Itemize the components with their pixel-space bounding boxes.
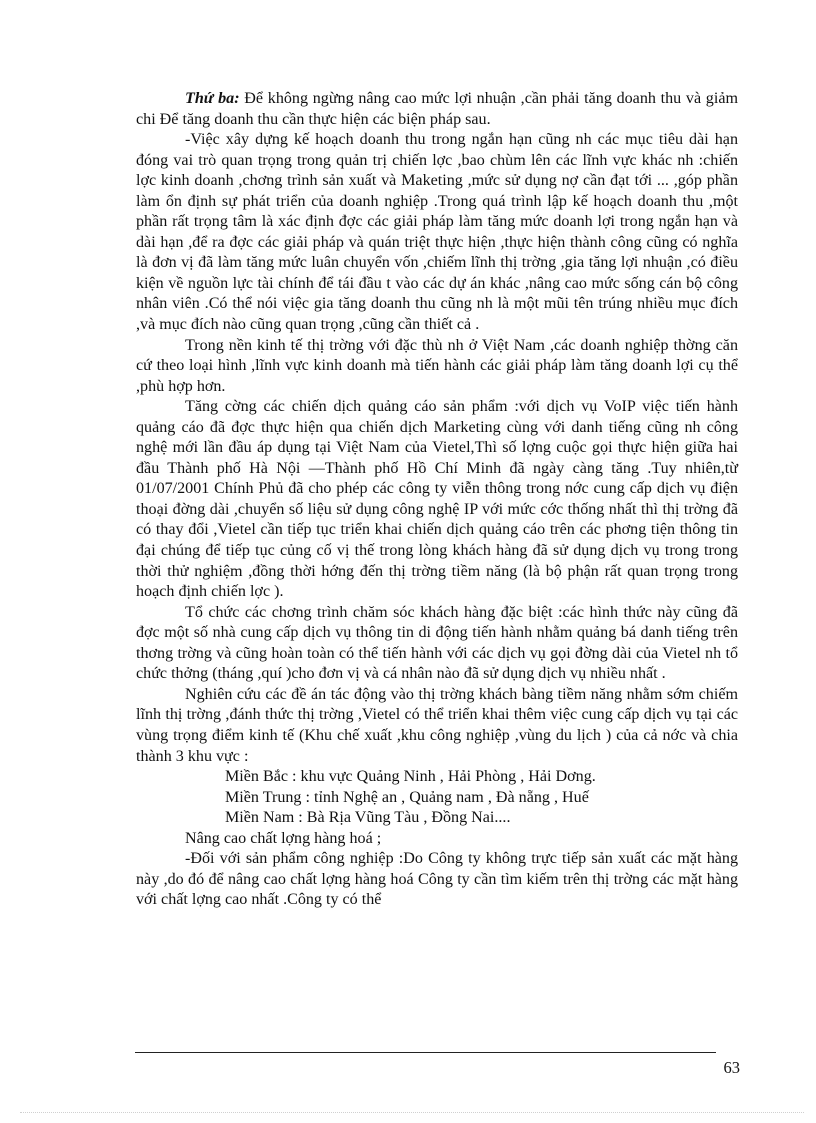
- region-item-north: Miền Bắc : khu vực Quảng Ninh , Hải Phòng , Hải Dơng.: [225, 768, 596, 786]
- paragraph-lead-in: Thứ ba:: [185, 90, 240, 107]
- region-item-central: Miền Trung : tỉnh Nghệ an , Quảng nam , Đà nẵng , Huế: [225, 788, 589, 806]
- paragraph-text: Nâng cao chất lợng hàng hoá ;: [185, 829, 382, 847]
- paragraph-text: Tổ chức các chơng trình chăm sóc khách hàng đặc biệt :các hình thức này cũng đã đợc một số nhà cung cấp dịch vụ thông tin di động tiến hành nhằm quảng bá danh tiếng trên thơng trờng và cũng hoàn toàn có thể tiến hành với các dịch vụ gọi đờng dài của Vietel nh tổ chức thởng (tháng ,quí )cho đơn vị và cá nhân nào đã sử dụng dịch vụ nhiều nhất .: [136, 603, 738, 683]
- paragraph-text: -Đối với sản phẩm công nghiệp :Do Công ty không trực tiếp sản xuất các mặt hàng này ,do đó để nâng cao chất lợng hàng hoá Công ty cần tìm kiếm trên thị trờng các mặt hàng với chất lợng cao nhất .Công ty có thể: [136, 850, 738, 909]
- paragraph-advertising: [136, 397, 738, 602]
- paragraph-market-research: [136, 685, 738, 767]
- paragraph-thu-ba: [136, 89, 738, 130]
- paragraph-text: Tăng cờng các chiến dịch quảng cáo sản phẩm :với dịch vụ VoIP việc tiến hành quảng cáo đã đợc thực hiện qua chiến dịch Marketing cùng với danh tiếng cũng nh công nghệ mới lần đầu áp dụng tại Việt Nam của Vietel,Thì số lợng cuộc gọi thực hiện giữa hai đầu Thành phố Hà Nội —Thành phố Hồ Chí Minh đã ngày càng tăng .Tuy nhiên,từ 01/07/2001 Chính Phủ đã cho phép các công ty viễn thông trong nớc cung cấp dịch vụ điện thoại đờng dài ,chuyển số liệu sử dụng công nghệ IP với mức cớc thống nhất thì thị trờng đã có thay đổi ,Vietel cần tiếp tục triển khai chiến dịch quảng cáo trên các phơng tiện thông tin đại chúng để tiếp tục củng cố vị thế trong lòng khách hàng đã sử dụng dịch vụ trong trong thời thử nghiệm ,đồng thời hớng đến thị trờng tiềm năng (là bộ phận rất quan trọng trong hoạch định chiến lợc ).: [136, 398, 738, 601]
- paragraph-customer-care: [136, 603, 738, 685]
- paragraph-revenue-planning: [136, 130, 738, 335]
- page-edge-divider: [20, 1112, 804, 1113]
- paragraph-text: Nghiên cứu các đề án tác động vào thị trờng khách bàng tiềm năng nhằm sớm chiếm lĩnh thị trờng ,đánh thức thị trờng ,Vietel có thể triển khai thêm việc cung cấp dịch vụ tại các vùng trọng điểm kinh tế (Khu chế xuất ,khu công nghiệp ,vùng du lịch ) của cả nớc và chia thành 3 khu vực :: [136, 685, 738, 765]
- page-number: 63: [723, 1058, 740, 1077]
- paragraph-text: -Việc xây dựng kế hoạch doanh thu trong ngắn hạn cũng nh các mục tiêu dài hạn đóng vai trò quan trọng trong quản trị chiến lợc ,bao chùm lên các lĩnh vực khác nh :chiến lợc kinh doanh ,chơng trình sản xuất và Maketing ,mức sử dụng nợ cần đạt tới ... ,góp phần làm ổn định sự phát triển của doanh nghiệp .Trong quá trình lập kế hoạch doanh thu ,một phần rất trọng tâm là xác định đợc các giải pháp làm tăng mức doanh lợi trong ngắn hạn và dài hạn ,để ra đợc các giải pháp và quán triệt thực hiện ,thực hiện thành công cũng có nghĩa là đơn vị đã làm tăng mức luân chuyển vốn ,chiếm lĩnh thị trờng ,gia tăng lợi nhuận ,có điều kiện về nguồn lực tài chính để tái đầu t vào các dự án khác ,nâng cao mức sống cán bộ công nhân viên .Có thể nói việc gia tăng doanh thu cũng nh là một mũi tên trúng nhiều mục đích ,và mục đích nào cũng quan trọng ,cũng cần thiết cả .: [136, 131, 738, 334]
- footer-divider: [135, 1052, 716, 1053]
- paragraph-industrial-products: [136, 849, 738, 911]
- paragraph-market-economy: [136, 336, 738, 398]
- paragraph-text: Trong nền kinh tế thị trờng với đặc thù nh ở Việt Nam ,các doanh nghiệp thờng căn cứ theo loại hình ,lĩnh vực kinh doanh mà tiến hành các giải pháp làm tăng doanh lợi cụ thể ,phù hợp hơn.: [136, 336, 738, 395]
- paragraph-goods-quality-heading: [136, 829, 738, 850]
- paragraph-text: Để không ngừng nâng cao mức lợi nhuận ,cần phải tăng doanh thu và giảm chi Để tăng doanh thu cần thực hiện các biện pháp sau.: [136, 90, 738, 128]
- document-body: [136, 89, 738, 911]
- region-item-south: Miền Nam : Bà Rịa Vũng Tàu , Đồng Nai....: [225, 809, 511, 827]
